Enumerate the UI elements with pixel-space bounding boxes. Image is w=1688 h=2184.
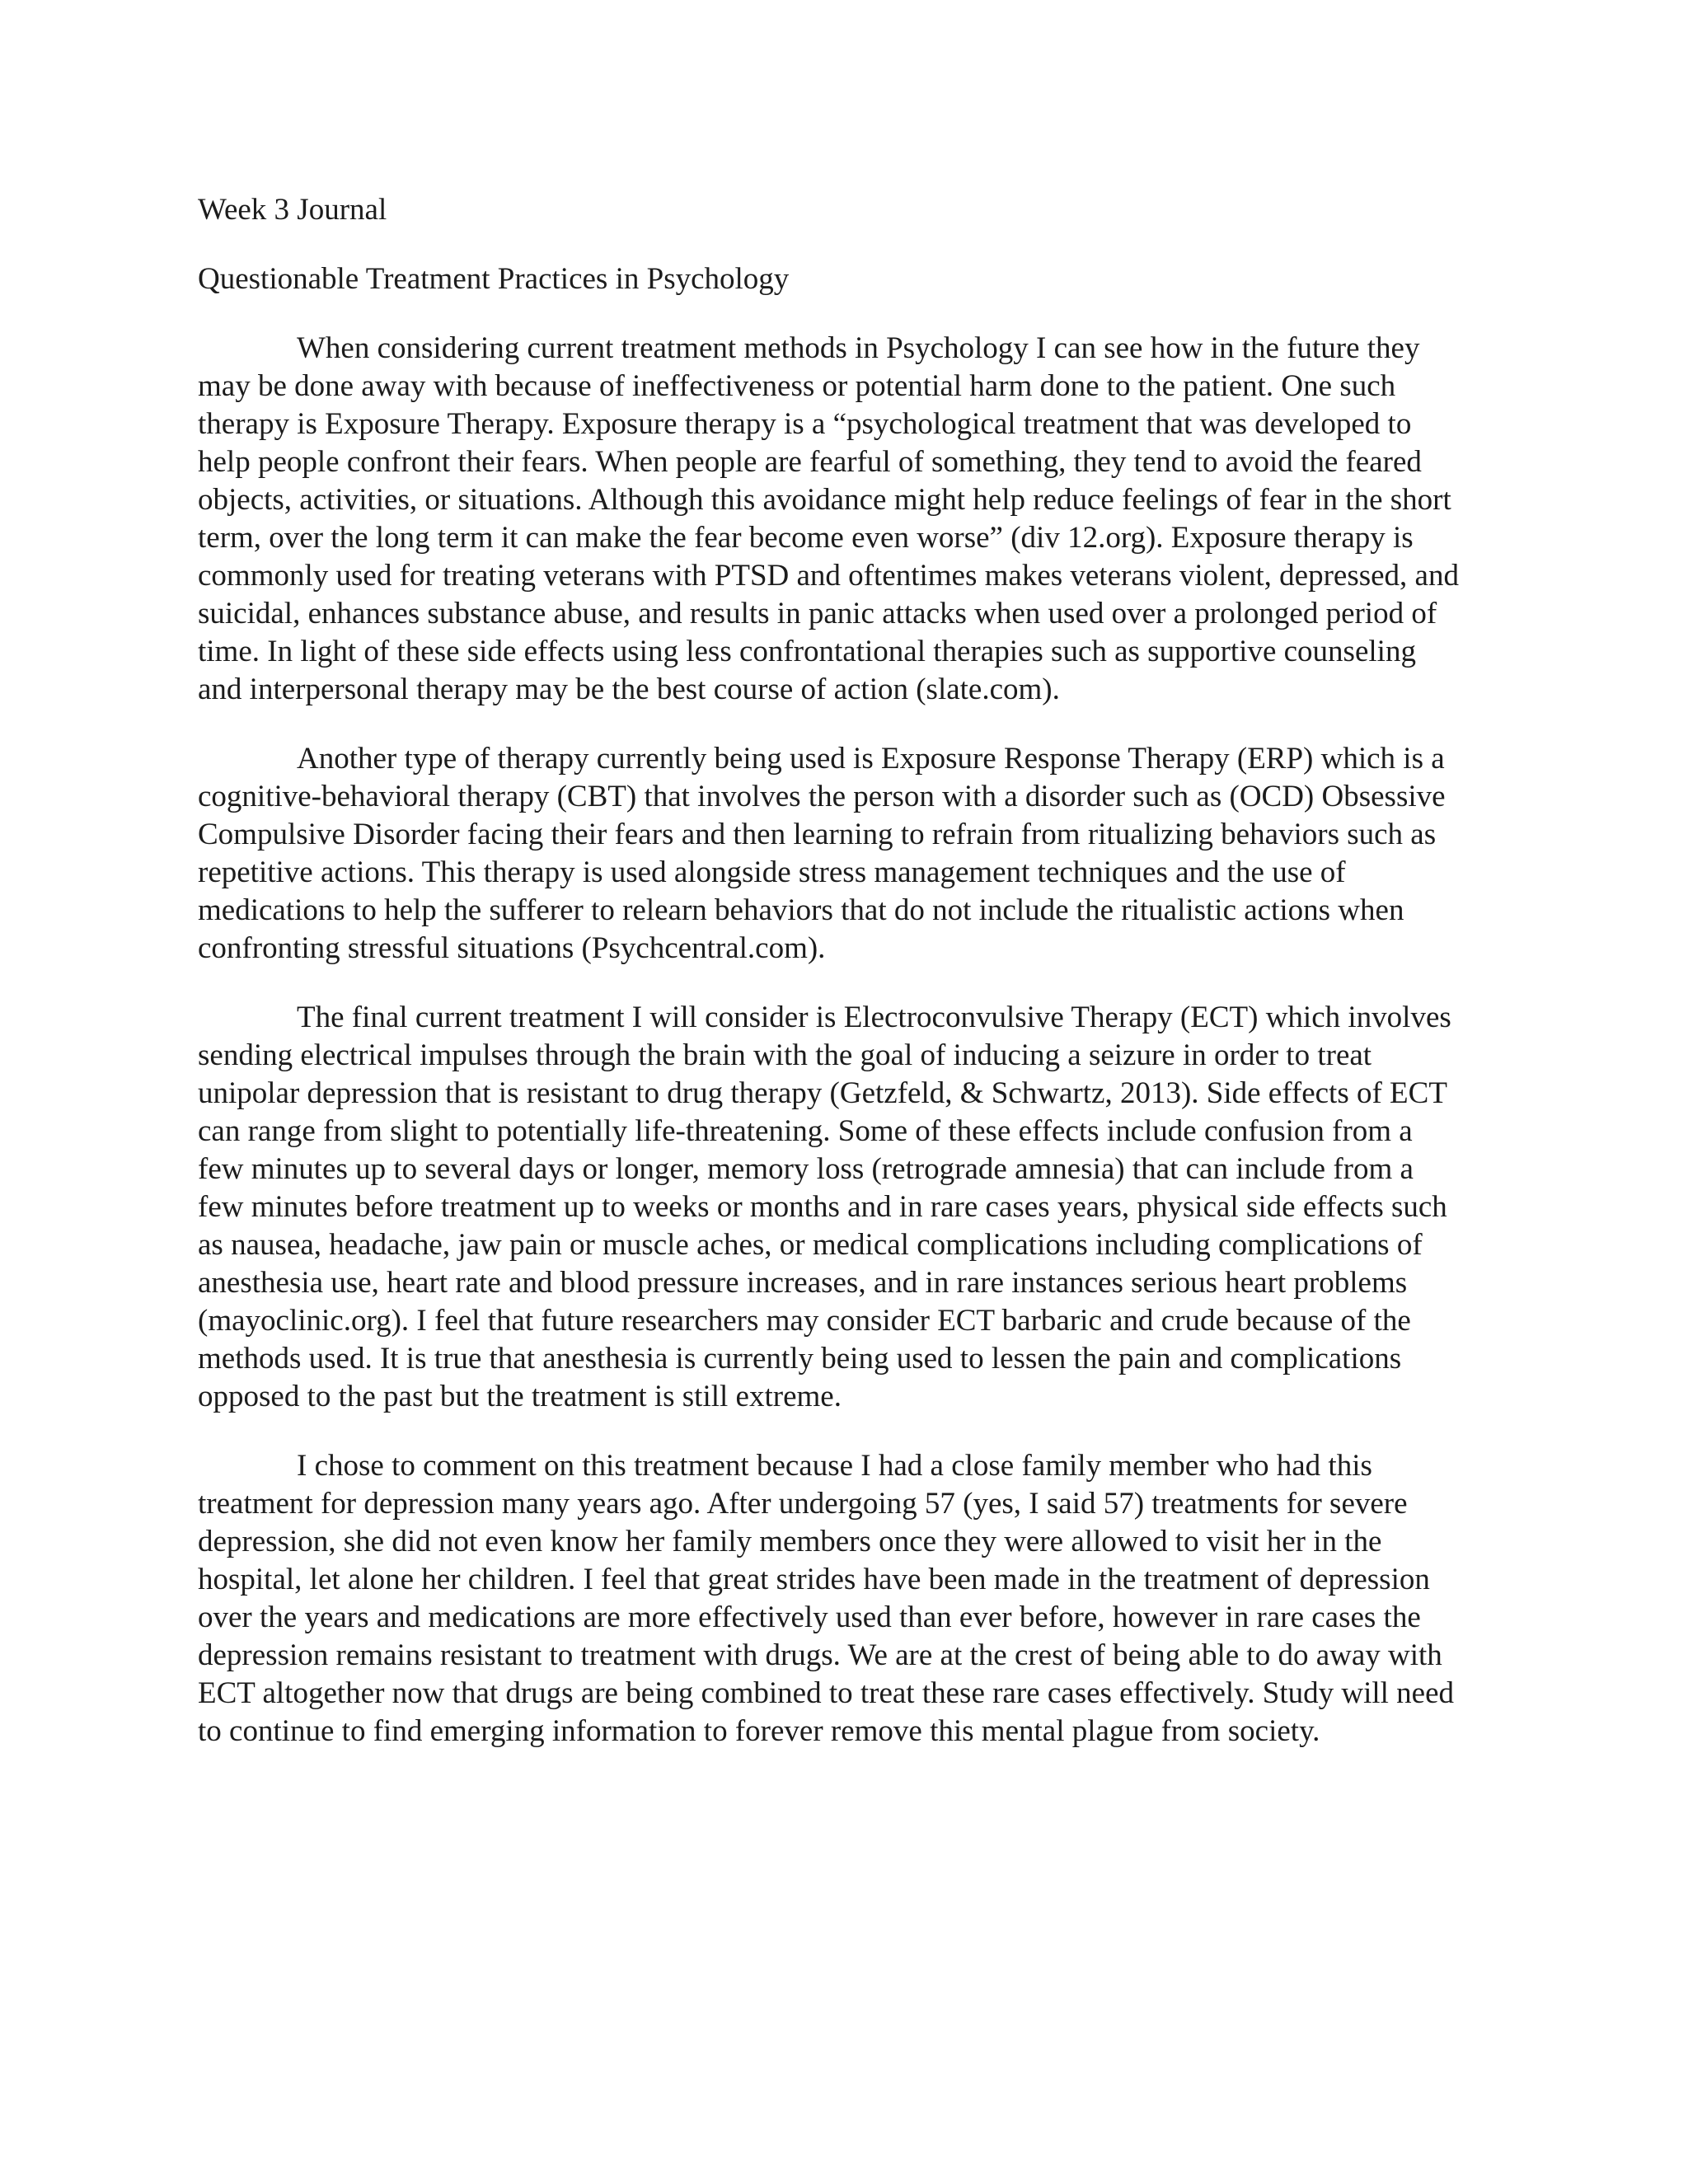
paragraph-exposure-therapy: When considering current treatment methods in Psychology I can see how in the future they may be done away with because of ineffectiveness or potential harm done to the patient. One such therapy is Exposure Therapy. Exposure therapy is a “psychological treatment that was developed to help people confront their fears. When people are fearful of something, they tend to avoid the feared objects, activities, or situations. Although this avoidance might help reduce feelings of fear in the short term, over the long term it can make the fear become even worse” (div 12.org). Exposure therapy is commonly used for treating veterans with PTSD and oftentimes makes veterans violent, depressed, and suicidal, enhances substance abuse, and results in panic attacks when used over a prolonged period of time. In light of these side effects using less confrontational therapies such as supportive counseling and interpersonal therapy may be the best course of action (slate.com). xyxy=(198,331,1459,706)
paragraph-personal-reflection: I chose to comment on this treatment because I had a close family member who had this treatment for depression many years ago. After undergoing 57 (yes, I said 57) treatments for severe depression, she did not even know her family members once they were allowed to visit her in the hospital, let alone her children. I feel that great strides have been made in the treatment of depression over the years and medications are more effectively used than ever before, however in rare cases the depression remains resistant to treatment with drugs. We are at the crest of being able to do away with ECT altogether now that drugs are being combined to treat these rare cases effectively. Study will need to continue to find emerging information to forever remove this mental plague from society. xyxy=(198,1449,1455,1748)
paragraph-exposure-response-therapy: Another type of therapy currently being used is Exposure Response Therapy (ERP) which is a cognitive-behavioral therapy (CBT) that involves the person with a disorder such as (OCD) Obsessive Compulsive Disorder facing their fears and then learning to refrain from ritualizing behaviors such as repetitive actions. This therapy is used alongside stress management techniques and the use of medications to help the sufferer to relearn behaviors that do not include the ritualistic actions when confronting stressful situations (Psychcentral.com). xyxy=(198,742,1446,965)
document-body xyxy=(198,191,1463,1750)
paragraph-electroconvulsive-therapy: The final current treatment I will consider is Electroconvulsive Therapy (ECT) which involves sending electrical impulses through the brain with the goal of inducing a seizure in order to treat unipolar depression that is resistant to drug therapy (Getzfeld, & Schwartz, 2013). Side effects of ECT can range from slight to potentially life-threatening. Some of these effects include confusion from a few minutes up to several days or longer, memory loss (retrograde amnesia) that can include from a few minutes before treatment up to weeks or months and in rare cases years, physical side effects such as nausea, headache, jaw pain or muscle aches, or medical complications including complications of anesthesia use, heart rate and blood pressure increases, and in rare instances serious heart problems (mayoclinic.org). I feel that future researchers may consider ECT barbaric and crude because of the methods used. It is true that anesthesia is currently being used to lessen the pain and complications opposed to the past but the treatment is still extreme. xyxy=(198,1001,1451,1413)
document-title: Questionable Treatment Practices in Psychology xyxy=(198,262,790,296)
week-label: Week 3 Journal xyxy=(198,193,387,227)
